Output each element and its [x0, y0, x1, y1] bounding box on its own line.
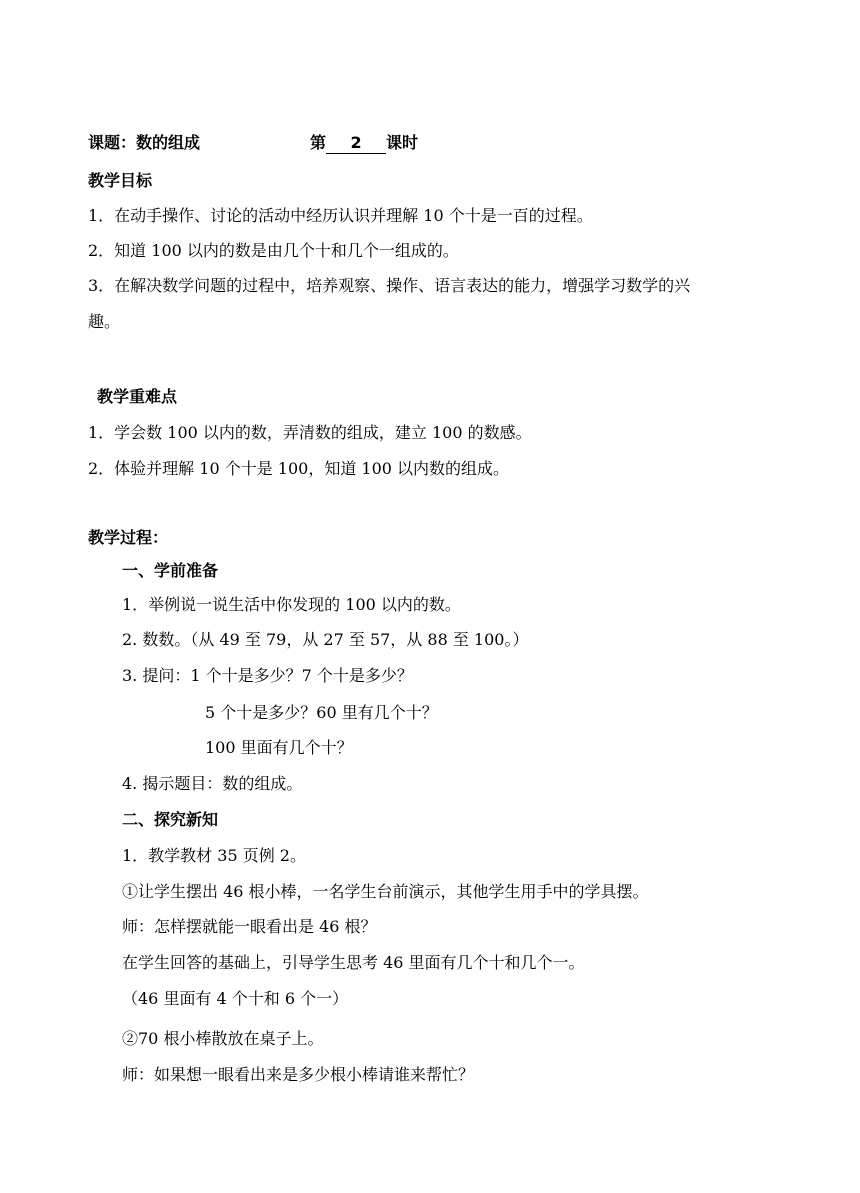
section2-heading: 二、探究新知: [122, 810, 219, 829]
goal-item: 3．在解决数学问题的过程中，培养观察、操作、语言表达的能力，增强学习数学的兴: [88, 276, 691, 295]
section1-heading: 一、学前准备: [122, 561, 219, 580]
lesson-number-line: [310, 133, 418, 154]
key-point-item: 2．体验并理解 10 个十是 100，知道 100 以内数的组成。: [88, 459, 510, 478]
section1-item: 1．举例说一说生活中你发现的 100 以内的数。: [122, 595, 461, 614]
lesson-topic: 课题：数的组成: [88, 133, 201, 152]
section2-item: 师：如果想一眼看出来是多少根小棒请谁来帮忙？: [122, 1065, 475, 1084]
section2-item: ①让学生摆出 46 根小棒，一名学生台前演示，其他学生用手中的学具摆。: [122, 882, 649, 901]
lesson-suffix: 课时: [386, 133, 419, 152]
section1-item: 100 里面有几个十？: [205, 738, 353, 757]
section2-item: ②70 根小棒散放在桌子上。: [122, 1029, 324, 1048]
section2-item: 在学生回答的基础上，引导学生思考 46 里面有几个十和几个一。: [122, 953, 585, 972]
section2-item: （46 里面有 4 个十和 6 个一）: [122, 989, 349, 1008]
section2-item: 师：怎样摆就能一眼看出是 46 根？: [122, 917, 377, 936]
process-heading: 教学过程：: [88, 528, 169, 547]
goals-heading: 教学目标: [88, 171, 153, 190]
section1-item: 3. 提问：1 个十是多少？7 个十是多少？: [122, 666, 413, 685]
section1-item: 4. 揭示题目：数的组成。: [122, 774, 303, 793]
key-points-heading: 教学重难点: [97, 387, 178, 406]
goal-item: 趣。: [88, 312, 121, 331]
section2-item: 1．教学教材 35 页例 2。: [122, 846, 306, 865]
lesson-prefix: 第: [310, 133, 327, 152]
section1-item: 5 个十是多少？60 里有几个十？: [205, 703, 438, 722]
goal-item: 1．在动手操作、讨论的活动中经历认识并理解 10 个十是一百的过程。: [88, 206, 593, 225]
section1-item: 2. 数数。（从 49 至 79，从 27 至 57，从 88 至 100。）: [122, 630, 529, 649]
goal-item: 2．知道 100 以内的数是由几个十和几个一组成的。: [88, 241, 459, 260]
key-point-item: 1．学会数 100 以内的数，弄清数的组成，建立 100 的数感。: [88, 423, 532, 442]
lesson-number: 2: [326, 133, 386, 154]
